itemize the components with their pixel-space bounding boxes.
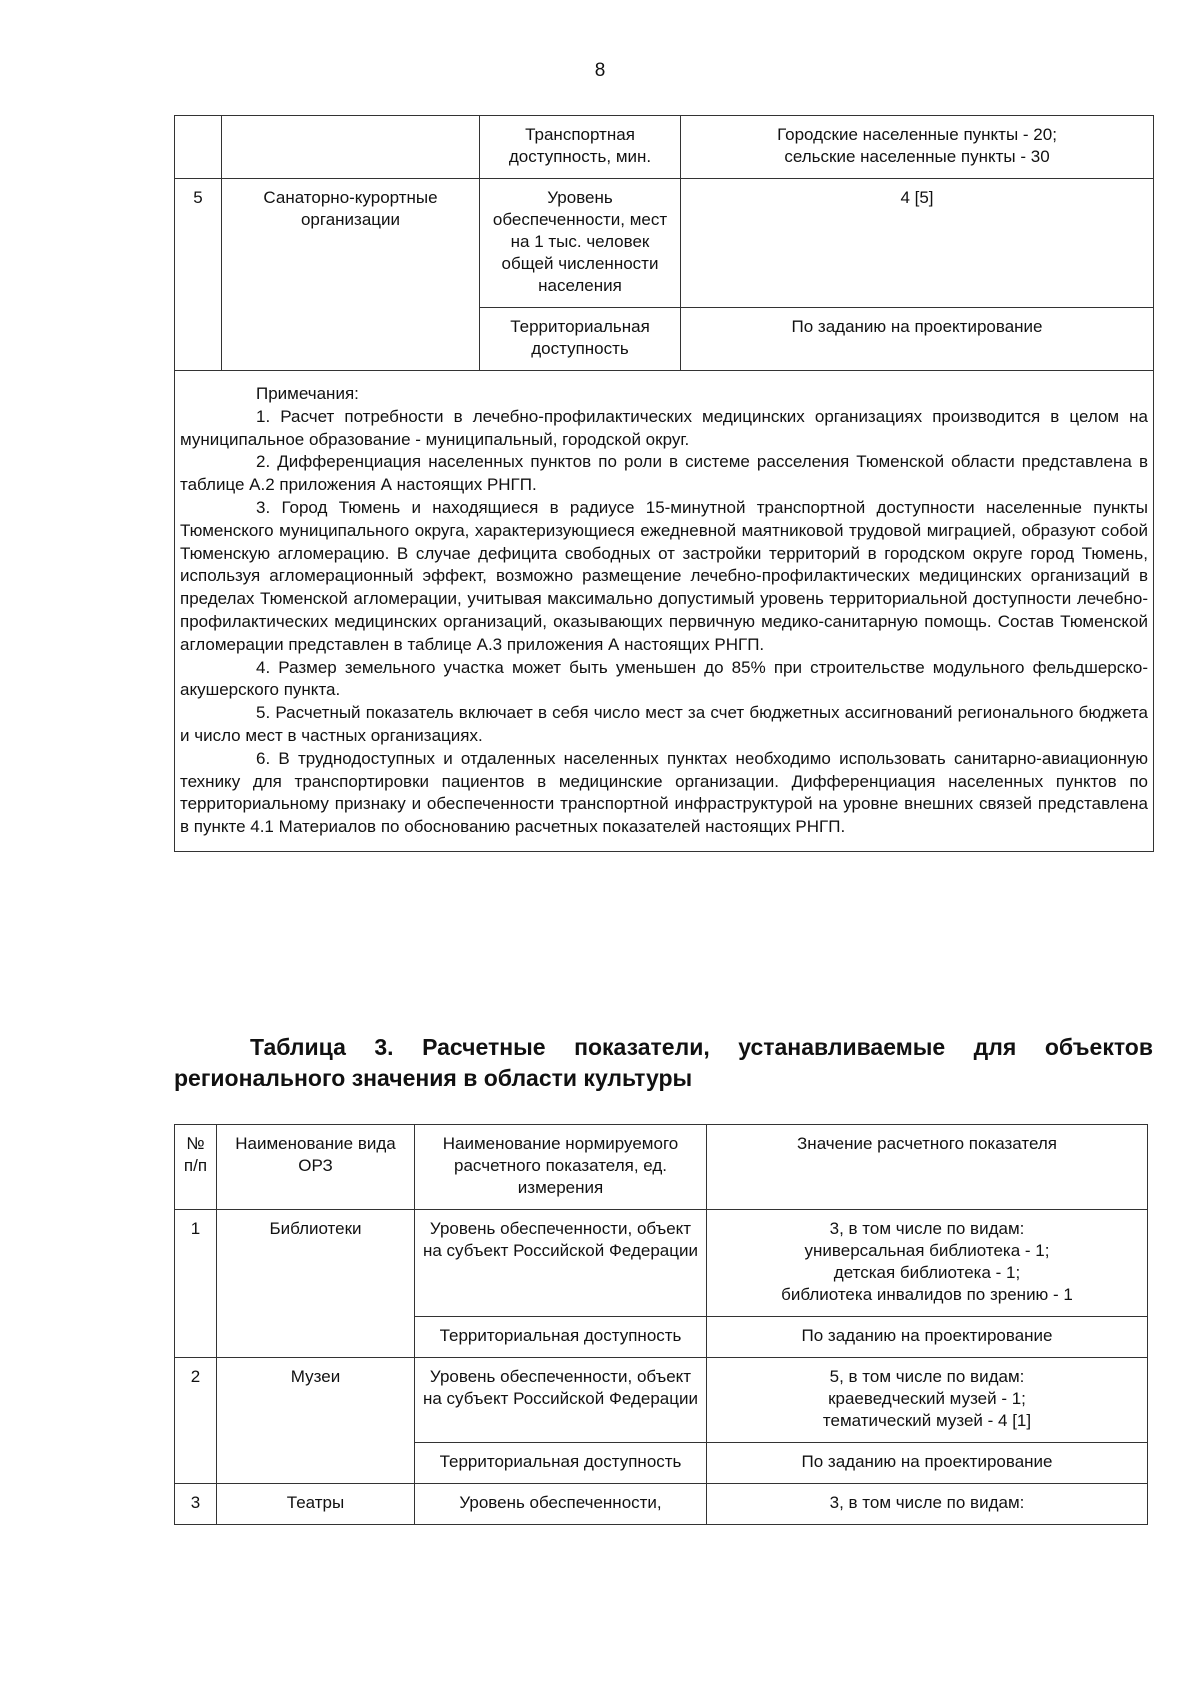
note-item: 3. Город Тюмень и находящиеся в радиусе 15-минутной транспортной доступности населенные пункты Тюменского муниципального округа, характеризующиеся ежедневной маятниковой трудовой миграцией, образуют собой Тюменскую агломерацию. В случае дефицита свободных от застройки территорий в городском округе город Тюмень, используя агломерационный эффект, возможно размещение лечебно-профилактических медицинских организаций в пределах Тюменской агломерации, учитывая максимально допустимый уровень территориальной доступности лечебно-профилактических медицинских организаций, оказывающих первичную медико-санитарную помощь. Состав Тюменской агломерации представлен в таблице А.3 приложения А настоящих РНГП.: [180, 497, 1148, 654]
num-cell: 3: [175, 1484, 217, 1525]
num-cell: [175, 116, 222, 179]
culture-table: [174, 1124, 1148, 1525]
header-name: Наименование вида ОРЗ: [217, 1125, 415, 1210]
num-cell: 2: [175, 1358, 217, 1484]
value-cell: 3, в том числе по видам: универсальная библиотека - 1; детская библиотека - 1; библиотека инвалидов по зрению - 1: [707, 1210, 1148, 1317]
value-cell: 4 [5]: [681, 179, 1154, 308]
indicator-cell: Территориальная доступность: [480, 308, 681, 371]
value-cell: Городские населенные пункты - 20; сельские населенные пункты - 30: [681, 116, 1154, 179]
table-row: [175, 1358, 1148, 1443]
num-cell: 1: [175, 1210, 217, 1358]
header-value: Значение расчетного показателя: [707, 1125, 1148, 1210]
notes-cell: [175, 371, 1154, 852]
indicator-cell: Уровень обеспеченности, объект на субъект Российской Федерации: [415, 1358, 707, 1443]
indicator-cell: Транспортная доступность, мин.: [480, 116, 681, 179]
value-cell: По заданию на проектирование: [681, 308, 1154, 371]
name-cell: Санаторно-курортные организации: [222, 179, 480, 371]
header-indicator: Наименование нормируемого расчетного показателя, ед. измерения: [415, 1125, 707, 1210]
name-cell: Библиотеки: [217, 1210, 415, 1358]
name-cell: [222, 116, 480, 179]
header-num: № п/п: [175, 1125, 217, 1210]
note-item: 4. Размер земельного участка может быть уменьшен до 85% при строительстве модульного фельдшерско-акушерского пункта.: [180, 657, 1148, 700]
value-cell: 5, в том числе по видам: краеведческий музей - 1; тематический музей - 4 [1]: [707, 1358, 1148, 1443]
value-cell: 3, в том числе по видам:: [707, 1484, 1148, 1525]
name-cell: Музеи: [217, 1358, 415, 1484]
table-row: [175, 116, 1154, 179]
health-table-continuation: [174, 115, 1154, 852]
note-item: 6. В труднодоступных и отдаленных населенных пунктах необходимо использовать санитарно-авиационную технику для транспортировки пациентов в медицинские организации. Дифференциация населенных пунктов по территориальному признаку и обеспеченности транспортной инфраструктурой на уровне внешних связей представлена в пункте 4.1 Материалов по обоснованию расчетных показателей настоящих РНГП.: [180, 748, 1148, 837]
table-row: [175, 1484, 1148, 1525]
notes-row: [175, 371, 1154, 852]
page-number: 8: [594, 60, 606, 81]
indicator-cell: Территориальная доступность: [415, 1317, 707, 1358]
table-row: [175, 1210, 1148, 1317]
note-item: 1. Расчет потребности в лечебно-профилактических медицинских организациях производится в целом на муниципальное образование - муниципальный, городской округ.: [180, 406, 1148, 449]
note-item: 5. Расчетный показатель включает в себя число мест за счет бюджетных ассигнований регионального бюджета и число мест в частных организациях.: [180, 703, 1148, 745]
value-cell: По заданию на проектирование: [707, 1317, 1148, 1358]
indicator-cell: Уровень обеспеченности, объект на субъект Российской Федерации: [415, 1210, 707, 1317]
table-caption: Таблица 3. Расчетные показатели, устанавливаемые для объектов регионального значения в области культуры: [174, 1034, 1153, 1091]
note-item: 2. Дифференциация населенных пунктов по роли в системе расселения Тюменской области представлена в таблице А.2 приложения А настоящих РНГП.: [180, 452, 1148, 495]
indicator-cell: Территориальная доступность: [415, 1443, 707, 1484]
indicator-cell: Уровень обеспеченности,: [415, 1484, 707, 1525]
value-cell: По заданию на проектирование: [707, 1443, 1148, 1484]
indicator-cell: Уровень обеспеченности, мест на 1 тыс. человек общей численности населения: [480, 179, 681, 308]
notes-title: Примечания:: [256, 384, 359, 403]
name-cell: Театры: [217, 1484, 415, 1525]
table-row: [175, 179, 1154, 308]
table-header-row: [175, 1125, 1148, 1210]
num-cell: 5: [175, 179, 222, 371]
